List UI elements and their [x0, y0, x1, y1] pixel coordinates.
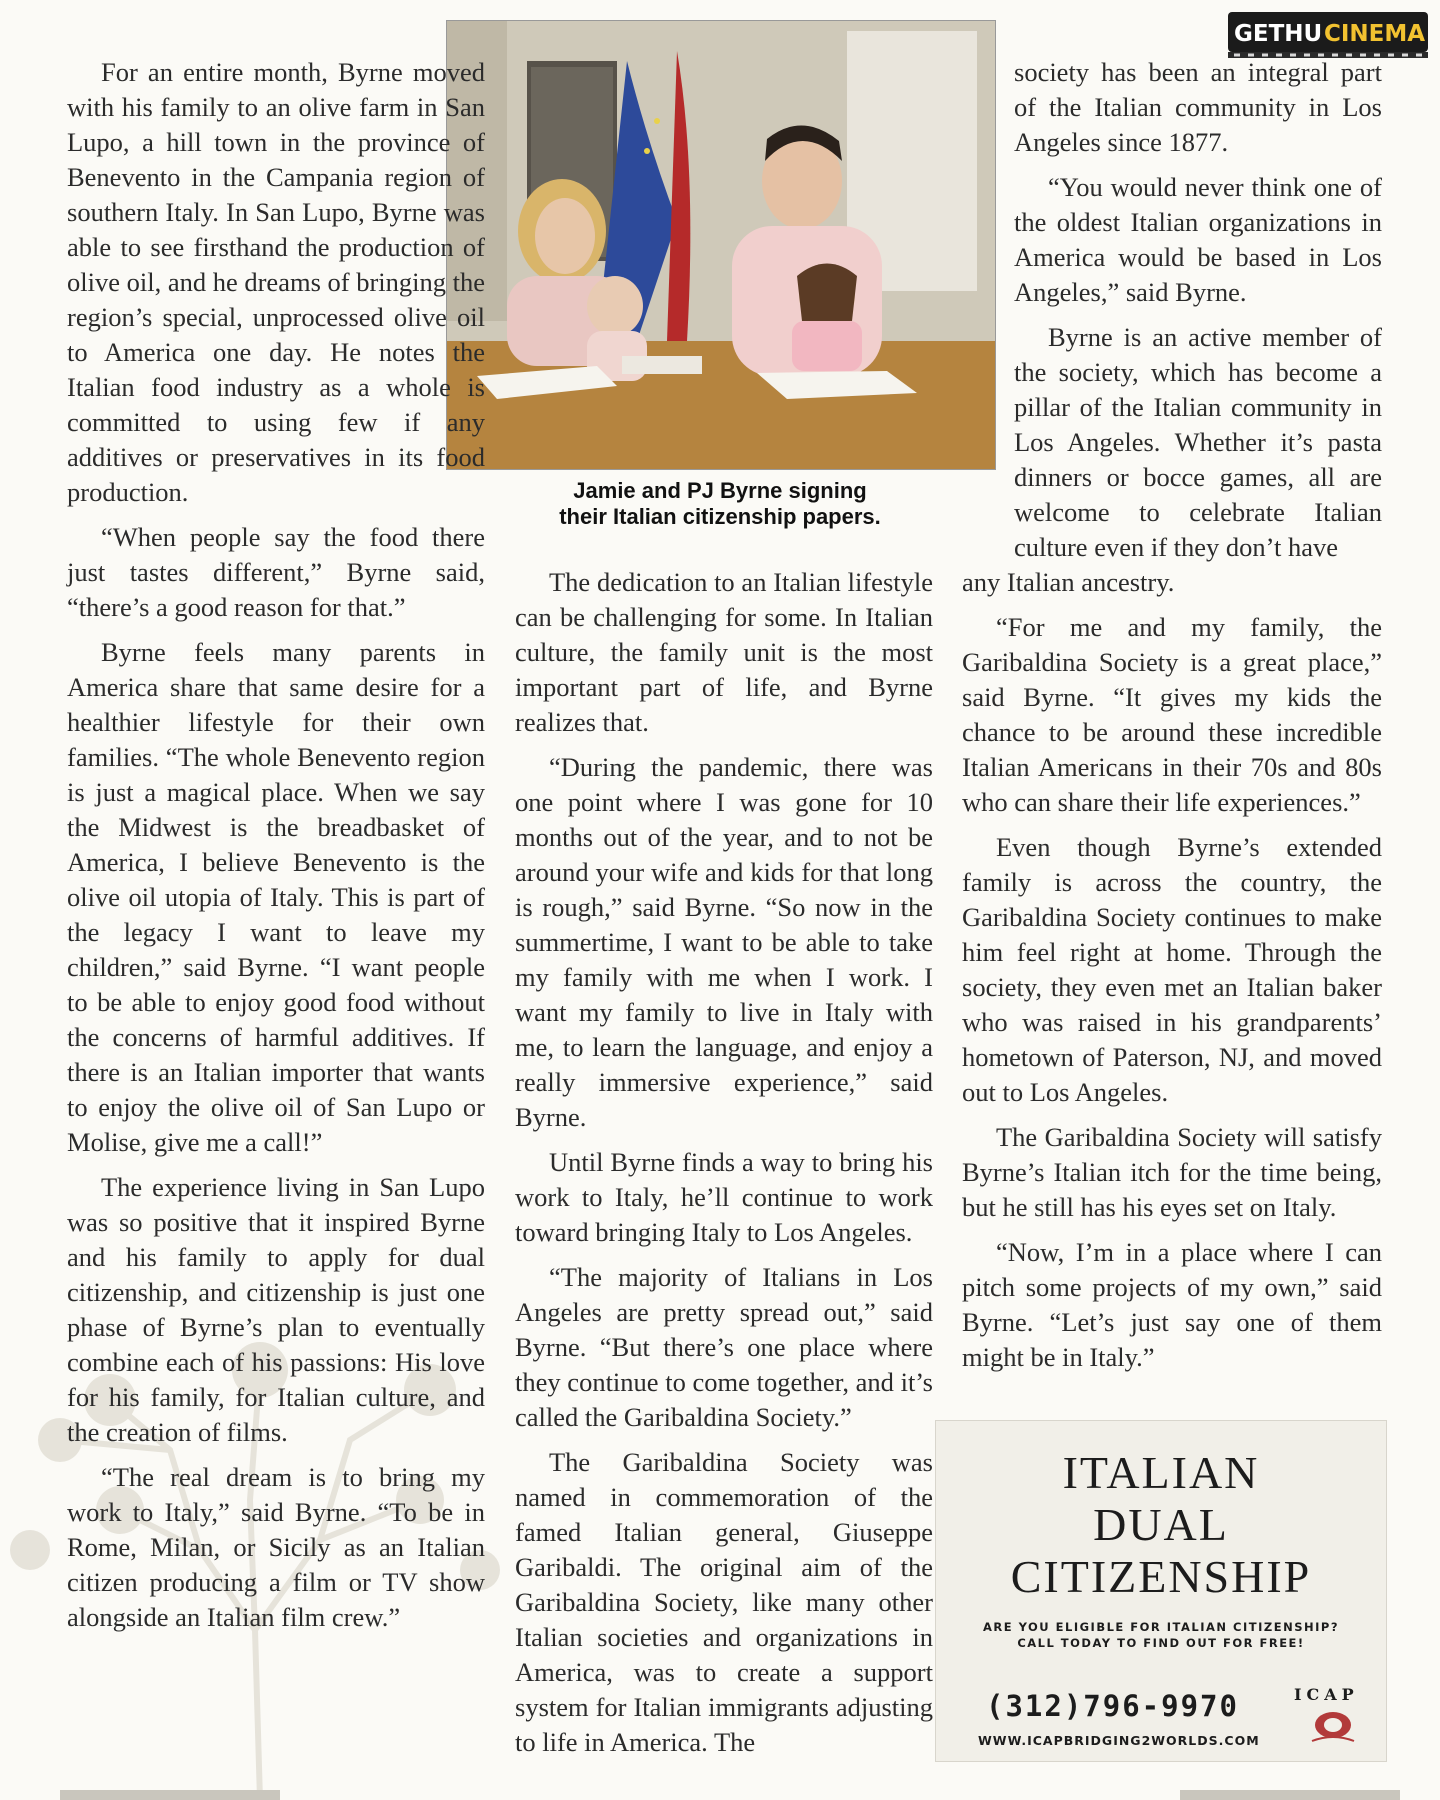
ad-brand-name: ICAP — [1294, 1685, 1359, 1704]
paragraph: society has been an integral part of the Italian community in Los Angeles since 1877. — [1014, 57, 1382, 157]
ad-headline-1: ITALIAN — [1062, 1447, 1260, 1498]
watermark-right-text: CINEMA — [1324, 21, 1426, 47]
icap-logo-icon — [1302, 1707, 1364, 1747]
caption-line-1: Jamie and PJ Byrne signing — [573, 478, 867, 503]
gethucinema-watermark — [1226, 8, 1430, 60]
ad-headline-3: CITIZENSHIP — [1010, 1551, 1312, 1602]
paragraph: “When people say the food there just tastes different,” Byrne said, “there’s a good reason for that.” — [67, 522, 485, 622]
paragraph: “You would never think one of the oldest Italian organizations in America would be based in Los Angeles,” said Byrne. — [1014, 172, 1382, 307]
paragraph: The Garibaldina Society was named in commemoration of the famed Italian general, Giuseppe Garibaldi. The original aim of the Garibaldina Society, like many other Italian societies and organizations in America, was to create a support system for Italian immigrants adjusting to life in America. The — [515, 1447, 933, 1757]
italian-citizenship-ad — [935, 1420, 1387, 1762]
article-column-3 — [962, 55, 1382, 1385]
paragraph: any Italian ancestry. — [962, 567, 1175, 597]
paragraph: The dedication to an Italian lifestyle can be challenging for some. In Italian culture, the family unit is the most important part of life, and Byrne realizes that. — [515, 567, 933, 737]
paragraph: Until Byrne finds a way to bring his work to Italy, he’ll continue to work toward bringing Italy to Los Angeles. — [515, 1147, 933, 1247]
article-column-1 — [67, 55, 485, 1645]
paragraph: “The majority of Italians in Los Angeles are pretty spread out,” said Byrne. “But there’s one place where they continue to come together, and it’s called the Garibaldina Society.” — [515, 1262, 933, 1432]
paragraph: The Garibaldina Society will satisfy Byrne’s Italian itch for the time being, but he still has his eyes set on Italy. — [962, 1122, 1382, 1222]
paragraph: “The real dream is to bring my work to Italy,” said Byrne. “To be in Rome, Milan, or Sicily as an Italian citizen producing a film or TV show alongside an Italian film crew.” — [67, 1462, 485, 1632]
ad-subtext-1: ARE YOU ELIGIBLE FOR ITALIAN CITIZENSHIP? — [983, 1620, 1339, 1634]
photo-caption — [446, 478, 994, 530]
page-footer-bar — [0, 1788, 1440, 1800]
watermark-left-text: GETHU — [1234, 21, 1323, 47]
ad-website: WWW.ICAPBRIDGING2WORLDS.COM — [978, 1733, 1260, 1748]
ad-headline-2: DUAL — [1093, 1499, 1229, 1550]
article-column-2 — [515, 565, 933, 1770]
paragraph: For an entire month, Byrne moved with his family to an olive farm in San Lupo, a hill town in the province of Benevento in the Campania region of southern Italy. In San Lupo, Byrne was able to see firsthand the production of olive oil, and he dreams of bringing the region’s special, unprocessed olive oil to America one day. He notes the Italian food industry as a whole is committed to using few if any additives or preservatives in its food production. — [67, 57, 486, 507]
ad-phone-number: (312)796-9970 — [986, 1689, 1239, 1723]
paragraph: Even though Byrne’s extended family is across the country, the Garibaldina Society continues to make him feel right at home. Through the society, they even met an Italian baker who was raised in his grandparents’ hometown of Paterson, NJ, and moved out to Los Angeles. — [962, 832, 1382, 1107]
family-photo — [446, 20, 996, 470]
paragraph: The experience living in San Lupo was so positive that it inspired Byrne and his family to apply for dual citizenship, and citizenship is just one phase of Byrne’s plan to eventually combine each of his passions: His love for his family, for Italian culture, and the creation of films. — [67, 1172, 485, 1447]
paragraph: “During the pandemic, there was one point where I was gone for 10 months out of the year, and to not be around your wife and kids for that long is rough,” said Byrne. “So now in the summertime, I want to be able to take my family with me when I work. I want my family to live in Italy with me, to learn the language, and enjoy a really immersive experience,” said Byrne. — [515, 752, 933, 1132]
ad-subtext-2: CALL TODAY TO FIND OUT FOR FREE! — [1017, 1636, 1305, 1650]
paragraph: “Now, I’m in a place where I can pitch some projects of my own,” said Byrne. “Let’s just say one of them might be in Italy.” — [962, 1237, 1382, 1372]
paragraph: “For me and my family, the Garibaldina Society is a great place,” said Byrne. “It gives my kids the chance to be around these incredible Italian Americans in their 70s and 80s who can share their life experiences.” — [962, 612, 1382, 817]
paragraph: Byrne is an active member of the society, which has become a pillar of the Italian community in Los Angeles. Whether it’s pasta dinners or bocce games, all are welcome to celebrate Italian culture even if they don’t have — [1014, 322, 1382, 562]
paragraph: Byrne feels many parents in America share that same desire for a healthier lifestyle for their own families. “The whole Benevento region is just a magical place. When we say the Midwest is the breadbasket of America, I believe Benevento is the olive oil utopia of Italy. This is part of the legacy I want to leave my children,” said Byrne. “I want people to be able to enjoy good food without the concerns of harmful additives. If there is an Italian importer that wants to enjoy the olive oil of San Lupo or Molise, give me a call!” — [67, 637, 485, 1157]
caption-line-2: their Italian citizenship papers. — [559, 504, 881, 529]
column-3-narrow-block — [962, 55, 1382, 565]
